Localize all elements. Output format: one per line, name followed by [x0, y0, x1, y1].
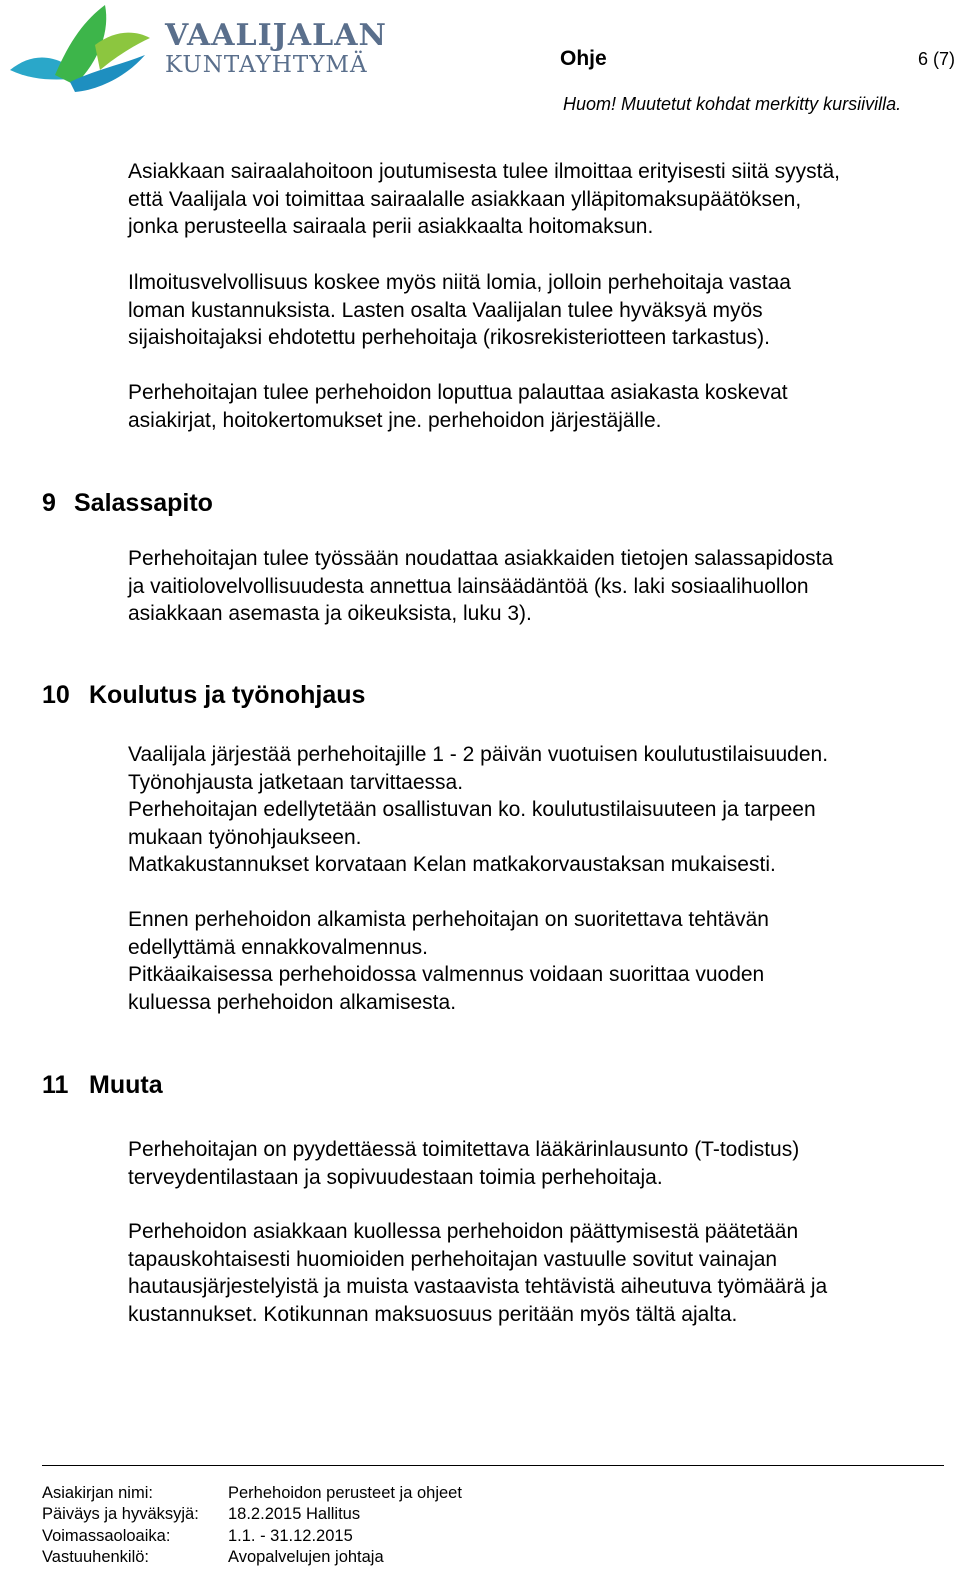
text-line: asiakkaan asemasta ja oikeuksista, luku 3). [128, 602, 532, 625]
text-line: hautausjärjestelyistä ja muista vastaavista tehtävistä aiheutuva työmäärä ja [128, 1275, 828, 1298]
paragraph [128, 379, 948, 434]
footer-value: Perhehoidon perusteet ja ohjeet [228, 1484, 462, 1502]
text-line: Ennen perhehoidon alkamista perhehoitajan on suoritettava tehtävän [128, 908, 769, 931]
text-line: Asiakkaan sairaalahoitoon joutumisesta tulee ilmoittaa erityisesti siitä syystä, [128, 160, 841, 183]
text-line: loman kustannuksista. Lasten osalta Vaalijalan tulee hyväksyä myös [128, 298, 763, 322]
section-heading [42, 489, 213, 518]
text-line: Vaalijala järjestää perhehoitajille 1 - 2 päivän vuotuisen koulutustilaisuuden. [128, 743, 829, 766]
paragraph [128, 545, 948, 628]
paragraph [128, 741, 948, 879]
section-number: 11 [42, 1071, 69, 1099]
text-line: Perhehoitajan tulee perhehoidon loputtua palauttaa asiakasta koskevat [128, 381, 788, 404]
text-line: tapauskohtaisesti huomioiden perhehoitajan vastuulle sovitut vainajan [128, 1247, 778, 1271]
footer-value: 1.1. - 31.12.2015 [228, 1526, 353, 1545]
section-number: 10 [42, 681, 70, 709]
paragraph [128, 1136, 948, 1191]
section-heading [42, 1071, 163, 1100]
text-line: että Vaalijala voi toimittaa sairaalalle asiakkaan ylläpitomaksupäätöksen, [128, 187, 802, 211]
section-title: Muuta [89, 1071, 163, 1099]
text-line: kuluessa perhehoidon alkamisesta. [128, 990, 457, 1014]
footer-label: Päiväys ja hyväksyjä: [42, 1505, 199, 1524]
logo-text-line1: VAALIJALAN [165, 18, 387, 53]
text-line: Perhehoitajan on pyydettäessä toimitettava lääkärinlausunto (T-todistus) [128, 1138, 800, 1161]
footer-label: Voimassaoloaika: [42, 1526, 171, 1545]
footer-row [42, 1547, 462, 1568]
bird-logo-icon [0, 0, 160, 100]
text-line: Pitkäaikaisessa perhehoidossa valmennus voidaan suorittaa vuoden [128, 963, 765, 986]
paragraph [128, 906, 948, 1016]
text-line: asiakirjat, hoitokertomukset jne. perhehoidon järjestäjälle. [128, 408, 662, 432]
document-type: Ohje [560, 47, 607, 70]
section-heading [42, 681, 365, 710]
footer-label: Vastuuhenkilö: [42, 1547, 150, 1566]
text-line: Perhehoitajan edellytetään osallistuvan ko. koulutustilaisuuteen ja tarpeen [128, 798, 816, 821]
paragraph [128, 269, 948, 352]
text-line: terveydentilastaan ja sopivuudestaan toimia perhehoitaja. [128, 1165, 663, 1189]
text-line: Perhehoidon asiakkaan kuollessa perhehoidon päättymisestä päätetään [128, 1220, 799, 1243]
text-line: ja vaitiolovelvollisuudesta annettua lainsäädäntöä (ks. laki sosiaalihuollon [128, 574, 809, 598]
page-number: 6 (7) [918, 49, 956, 69]
text-line: mukaan työnohjaukseen. [128, 825, 362, 849]
footer-value: 18.2.2015 Hallitus [228, 1505, 361, 1524]
text-line: Matkakustannukset korvataan Kelan matkakorvaustaksan mukaisesti. [128, 853, 776, 876]
paragraph [128, 1218, 948, 1328]
revision-note: Huom! Muutetut kohdat merkitty kursiivilla. [563, 94, 902, 114]
footer-value: Avopalvelujen johtaja [228, 1547, 384, 1566]
text-line: jonka perusteella sairaala perii asiakkaalta hoitomaksun. [128, 215, 654, 238]
text-line: Ilmoitusvelvollisuus koskee myös niitä lomia, jolloin perhehoitaja vastaa [128, 271, 791, 294]
footer-label: Asiakirjan nimi: [42, 1484, 153, 1502]
footer-row [42, 1526, 462, 1547]
footer-row [42, 1504, 462, 1525]
text-line: edellyttämä ennakkovalmennus. [128, 935, 429, 959]
footer-row [42, 1483, 462, 1504]
text-line: kustannukset. Kotikunnan maksuosuus peritään myös tältä ajalta. [128, 1302, 738, 1326]
document-footer [42, 1483, 462, 1568]
footer-divider [42, 1465, 944, 1466]
text-line: sijaishoitajaksi ehdotettu perhehoitaja (rikosrekisteriotteen tarkastus). [128, 326, 770, 349]
paragraph [128, 158, 948, 241]
section-title: Salassapito [74, 489, 213, 517]
text-line: Työnohjausta jatketaan tarvittaessa. [128, 770, 464, 794]
section-number: 9 [42, 489, 56, 517]
text-line: Perhehoitajan tulee työssään noudattaa asiakkaiden tietojen salassapidosta [128, 547, 834, 570]
logo-text-line2: KUNTAYHTYMÄ [165, 52, 368, 78]
organization-logo [0, 0, 387, 100]
section-title: Koulutus ja työnohjaus [89, 681, 366, 709]
